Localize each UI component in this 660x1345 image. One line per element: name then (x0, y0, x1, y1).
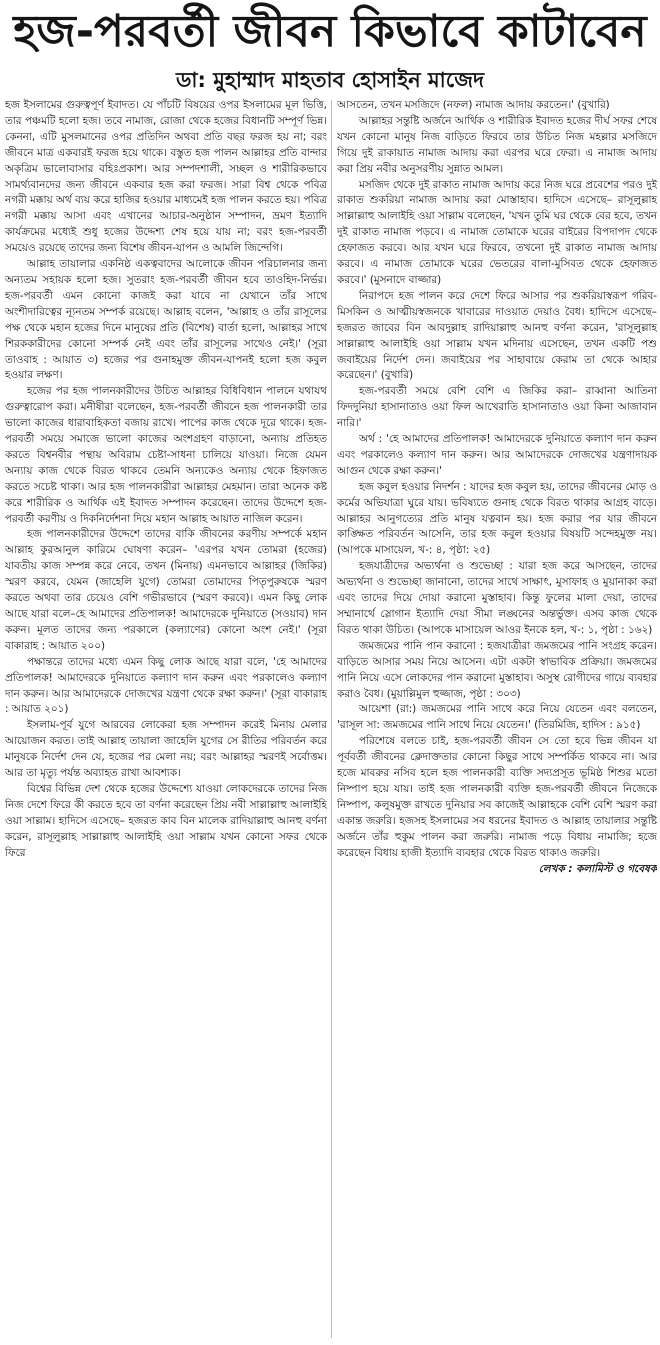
paragraph: আসতেন, তখন মসজিদে (নফল) নামাজ আদায় করতেন।' (বুখারি) (337, 99, 610, 111)
paragraph: অর্থ : 'হে আমাদের প্রতিপালক! আমাদেরকে দুনিয়াতে কল্যাণ দান করুন এবং পরকালেও কল্যাণ দান করুন। আর আমাদেরকে দোজখের যন্ত্রণাদায়ক আগুন থেকে রক্ষা করুন।' (337, 433, 657, 477)
author-signature: লেখক : কলামিস্ট ও গবেষক (538, 862, 657, 875)
paragraph: নিরাপদে হজ পালন করে দেশে ফিরে আসার পর শুকরিয়াস্বরূপ গরিব-মিসকিন ও আত্মীয়স্বজনকে খাবারের দাওয়াত দেয়াও বৈধ। হাদিসে এসেছে– হজরত জাবের বিন আবদুল্লাহ রাদিয়াল্লাহু আনহু বর্ণনা করেন, 'রাসূলুল্লাহ সাল্লাল্লাহু আলাইহি ওয়া সাল্লাম যখন মদিনায় এসেছেন, তখন একটি পশু জবাইয়ের নির্দেশ দেন। জবাইয়ের পর সাহাবায়ে কেরাম তা থেকে আহার করেছেন।' (বুখারি) (337, 289, 657, 382)
paragraph: হজ ইসলামের গুরুত্বপূর্ণ ইবাদত। যে পাঁচটি বিষয়ের ওপর ইসলামের মূল ভিত্তি, তার পঞ্চমটি হলো হজ। তবে নামাজ, রোজা থেকে হজের বিধানটি সম্পূর্ণ ভিন্ন। কেননা, এটি মুসলমানের ওপর প্রতিদিন অথবা প্রতি বছর ফরজ হয় না; বরং জীবনে মাত্র একবারই ফরজ হয়ে থাকে। বস্তুত হজ পালন আল্লাহর প্রতি বান্দার অকৃত্রিম ভালোবাসার বহিঃপ্রকাশ। আর সম্পদশালী, সচ্ছল ও শারীরিকভাবে সামর্থ্যবানদের জন্য জীবনে একবার হজ করা ফরজ। সারা বিশ্ব থেকে পবিত্র নগরী মক্কায় অর্থ ব্যয় করে হাজির হওয়ার মাধ্যমেই হজ পালন করতে হয়। পবিত্র নগরী মক্কায় আসা এবং এখানের আচার-অনুষ্ঠান সম্পাদন, ভ্রমণ ইত্যাদি কার্যক্রমের মধ্যেই শুধু হজের উদ্দেশ্য শেষ হয়ে যায় না; বরং হজ-পরবর্তী সময়েও রয়েছে তাদের জন্য বিশেষ জীবন-যাপন ও আমলি জিন্দেগি। (5, 99, 327, 255)
paragraph: হজের পর হজ পালনকারীদের উচিত আল্লাহর বিধিবিধান পালনে যথাযথ গুরুত্বারোপ করা। মনীষীরা বলেছেন, হজ-পরবর্তী জীবনে হজ পালনকারী তার ভালো কাজের ধারাবাহিকতা বজায় রাখে। পাপের কাজ থেকে দূরে থাকে। হজ-পরবর্তী সময়ে সমাজে ভালো কাজের অংশগ্রহণ বাড়ানো, অন্যায় প্রতিহত করতে বিশ্বনবীর পন্থায় অবিরাম চেষ্টা-সাধনা চালিয়ে যাওয়া। নিজে যেমন অন্যায় কাজ থেকে বিরত থাকবে তেমনি অন্যকেও অন্যায় থেকে হিফাজত করতে সচেষ্ট থাকা। আর হজ পালনকারীরা আল্লাহর মেহমান। তারা অনেক কষ্ট করে শারীরিক ও আর্থিক এই ইবাদত সম্পাদন করেছেন। তাদের উদ্দেশে হজ-পরবর্তী করণীয় ও দিকনির্দেশনা দিয়ে মহান আল্লাহ আয়াত নাজিল করেন। (5, 385, 327, 525)
paragraph: মসজিদ থেকে দুই রাকাত নামাজ আদায় করে নিজ ঘরে প্রবেশের পরও দুই রাকাত শুকরিয়া নামাজ আদায় করা মোস্তাহাব। হাদিসে এসেছে– রাসূলুল্লাহ সাল্লাল্লাহু আলাইহি ওয়া সাল্লাম বলেছেন, 'যখন তুমি ঘর থেকে বের হবে, তখন দুই রাকাত নামাজ পড়বে। এ নামাজ তোমাকে ঘরের বাইরের বিপদাপদ থেকে হেফাজত করবে। আর যখন ঘরে ফিরবে, তখনো দুই রাকাত নামাজ আদায় করবে। এ নামাজ তোমাকে ঘরের ভেতরের বালা-মুসিবত থেকে হেফাজত করবে।' (মুসনাদে বাজ্জার) (337, 178, 657, 286)
paragraph: ইসলাম-পূর্ব যুগে আরবের লোকেরা হজ সম্পাদন করেই মিনায় মেলার আয়োজন করত। তাই আল্লাহ তায়ালা জাহেলি যুগের সে রীতির পরিবর্তন করে মানুষকে নির্দেশ দেন যে, হজের পর মেলা নয়; বরং আল্লাহর স্মরণই সর্বোত্তম। আর তা মৃত্যু পর্যন্ত অব্যাহত রাখা আবশ্যক। (5, 719, 327, 780)
paragraph: জমজমের পানি পান করানো : হজযাত্রীরা জমজমের পানি সংগ্রহ করেন। বাড়িতে আসার সময় নিয়ে আসেন। এটা একটা স্বাভাবিক প্রক্রিয়া। জমজমের পানি নিয়ে এসে লোকদের পান করানো মুস্তাহাব। অসুস্থ রোগীদের গায়ে ব্যবহার করাও বৈধ। (মুয়াল্লিমুল হুজ্জাজ, পৃষ্ঠা : ৩০৩) (337, 639, 657, 700)
paragraph: হজ কবুল হওয়ার নিদর্শন : যাদের হজ কবুল হয়, তাদের জীবনের মোড় ও কর্মের অভিযাত্রা ঘুরে যায়। ভবিষ্যতে গুনাহ থেকে বিরত থাকার আগ্রহ বাড়ে। আল্লাহর আনুগত্যের প্রতি মানুষ যত্নবান হয়। হজ করার পর যার জীবনে কাঙ্ক্ষিত পরিবর্তন আসেনি, তার হজ কবুল হওয়ার বিষয়টি সন্দেহমুক্ত নয়। (আপকে মাসায়েল, খ-: ৪, পৃষ্ঠা: ২৫) (337, 480, 657, 557)
right-column (337, 98, 657, 1338)
author-byline: ডা: মুহাম্মাদ মাহতাব হোসাইন মাজেদ (175, 68, 485, 92)
left-column (5, 98, 327, 1338)
paragraph: হজ-পরবর্তী সময়ে বেশি বেশি এ জিকির করা– রাব্বানা আতিনা ফিদদুনিয়া হাসানাতাও ওয়া ফিল আখেরাতি হাসানাতাও ওয়া কিনা আজাবান নারি।' (337, 385, 657, 430)
column-divider (331, 100, 332, 1338)
paragraph: আল্লাহ তায়ালার একনিষ্ঠ একত্ববাদের আলোকে জীবন পরিচালনার জন্য অন্যতম সহায়ক হলো হজ। সুতরাং হজ-পরবর্তী জীবন হবে তাওহিদ-নির্ভর। হজ-পরবর্তী এমন কোনো কাজই করা যাবে না যেখানে তাঁর সাথে অংশীদারিত্বের ন্যূনতম সম্পর্ক রয়েছে। আল্লাহ বলেন, 'আল্লাহ ও তাঁর রাসূলের পক্ষ থেকে মহান হজের দিনে মানুষের প্রতি (বিশেষ) বার্তা হলো, আল্লাহর সাথে শিরককারীদের কোনো সম্পর্ক নেই এবং তাঁর রাসূলের সাথেও নেই।' (সূরা তাওবাহ : আয়াত ৩) হজের পর গুনাহমুক্ত জীবন-যাপনই হলো হজ কবুল হওয়ার লক্ষণ। (5, 258, 327, 382)
paragraph: পক্ষান্তরে তাদের মধ্যে এমন কিছু লোক আছে যারা বলে, 'হে আমাদের প্রতিপালক! আমাদেরকে দুনিয়াতে কল্যাণ দান করুন এবং পরকালেও কল্যাণ দান করুন। আর আমাদেরকে দোজখের যন্ত্রণা থেকে রক্ষা করুন।' (সূরা বাকারাহ : আয়াত ২০১) (5, 655, 327, 716)
paragraph: বিশ্বের বিভিন্ন দেশ থেকে হজের উদ্দেশ্যে যাওয়া লোকদেরকে তাদের নিজ নিজ দেশে ফিরে কী করতে হবে তা বর্ণনা করেছেন প্রিয় নবী সাল্লাল্লাহু আলাইহি ওয়া সাল্লাম। হাদিসে এসেছে– হজরত কাব বিন মালেক রাদিয়াল্লাহু আনহু বর্ণনা করেন, রাসূলুল্লাহ সাল্লাল্লাহু আলাইহি ওয়া সাল্লাম যখন কোনো সফর থেকে ফিরে (5, 782, 327, 859)
paragraph: আয়েশা (রা:) জমজমের পানি সাথে করে নিয়ে যেতেন এবং বলতেন, 'রাসূল সা: জমজমের পানি সাথে নিয়ে যেতেন।' (তিরমিজি, হাদিস : ৯১৫) (337, 703, 657, 732)
paragraph: হজযাত্রীদের অভ্যর্থনা ও শুভেচ্ছা : যারা হজ করে আসছেন, তাদের অভ্যর্থনা ও শুভেচ্ছা জানানো, তাদের সাথে সাক্ষাৎ, মুসাফাহ ও মুয়ানাকা করা এবং তাদের দিয়ে দোয়া করানো মুস্তাহাব। কিন্তু ফুলের মালা দেয়া, তাদের সম্মানার্থে স্লোগান ইত্যাদি দেয়া সীমা লঙ্ঘনের অন্তর্ভুক্ত। এসব কাজ থেকে বিরত থাকা উচিত। (আপকে মাসায়েল আওর ইনকে হল, খ-: ১, পৃষ্ঠা : ১৬২) (337, 560, 657, 636)
article-title: হজ-পরবর্তী জীবন কিভাবে কাটাবেন (13, 6, 647, 57)
paragraph: আল্লাহর সন্তুষ্টি অর্জনে আর্থিক ও শারীরিক ইবাদত হজের দীর্ঘ সফর শেষে যখন কোনো মানুষ নিজ বাড়িতে ফিরবে তার উচিত নিজ মহল্লার মসজিদে গিয়ে দুই রাকায়াত নামাজ আদায় করা এরপর ঘরে ফেরা। এ নামাজ আদায় করা প্রিয় নবীর অনুসরণীয় সুন্নাত আমল। (337, 114, 657, 175)
paragraph: পরিশেষে বলতে চাই, হজ-পরবর্তী জীবন সে তো হবে ভিন্ন জীবন যা পূর্ববর্তী জীবনের ক্লেদাক্ততার কোনো কিছুর সাথে সম্পর্কিত থাকবে না। আর হজে মাবরুর নসিব হলে হজ পালনকারী ব্যক্তি সদ্যপ্রসূত ভূমিষ্ঠ শিশুর মতো নিষ্পাপ হয়ে যায়। তাই হজ পালনকারী ব্যক্তি হজ-পরবর্তী জীবনে নিজেকে নিষ্পাপ, কলুষমুক্ত রাখতে দুনিয়ার সব কাজেই আল্লাহকে বেশি বেশি স্মরণ করা একান্ত জরুরি। হজসহ ইসলামের সব ধরনের ইবাদত ও আল্লাহ তায়ালার সন্তুষ্টি অর্জনে তাঁর হুকুম পালন করা জরুরি। নামাজ পড়ে বিধায় নামাজি; হজে করেছেন বিধায় হাজী ইত্যাদি ব্যবহার থেকে বিরত থাকাও জরুরি। (337, 735, 657, 859)
paragraph: হজ পালনকারীদের উদ্দেশে তাদের বাকি জীবনের করণীয় সম্পর্কে মহান আল্লাহ কুরআনুল কারিমে ঘোষণা করেন– 'এরপর যখন তোমরা (হজের) যাবতীয় কাজ সম্পন্ন করে নেবে, তখন (মিনায়) এমনভাবে আল্লাহর (জিকির) স্মরণ করবে, যেমন (জাহেলি যুগে) তোমরা তোমাদের পিতৃপুরুষকে স্মরণ করতে অথবা তার চেয়েও বেশি গভীরভাবে (স্মরণ করবে)। এমন কিছু লোক আছে যারা বলে–হে আমাদের প্রতিপালক! আমাদেরকে দুনিয়াতে (সওয়াব) দান করুন। মূলত তাদের জন্য পরকালে (কল্যাণের) কোনো অংশ নেই।' (সূরা বাকারাহ : আয়াত ২০০) (5, 528, 327, 652)
